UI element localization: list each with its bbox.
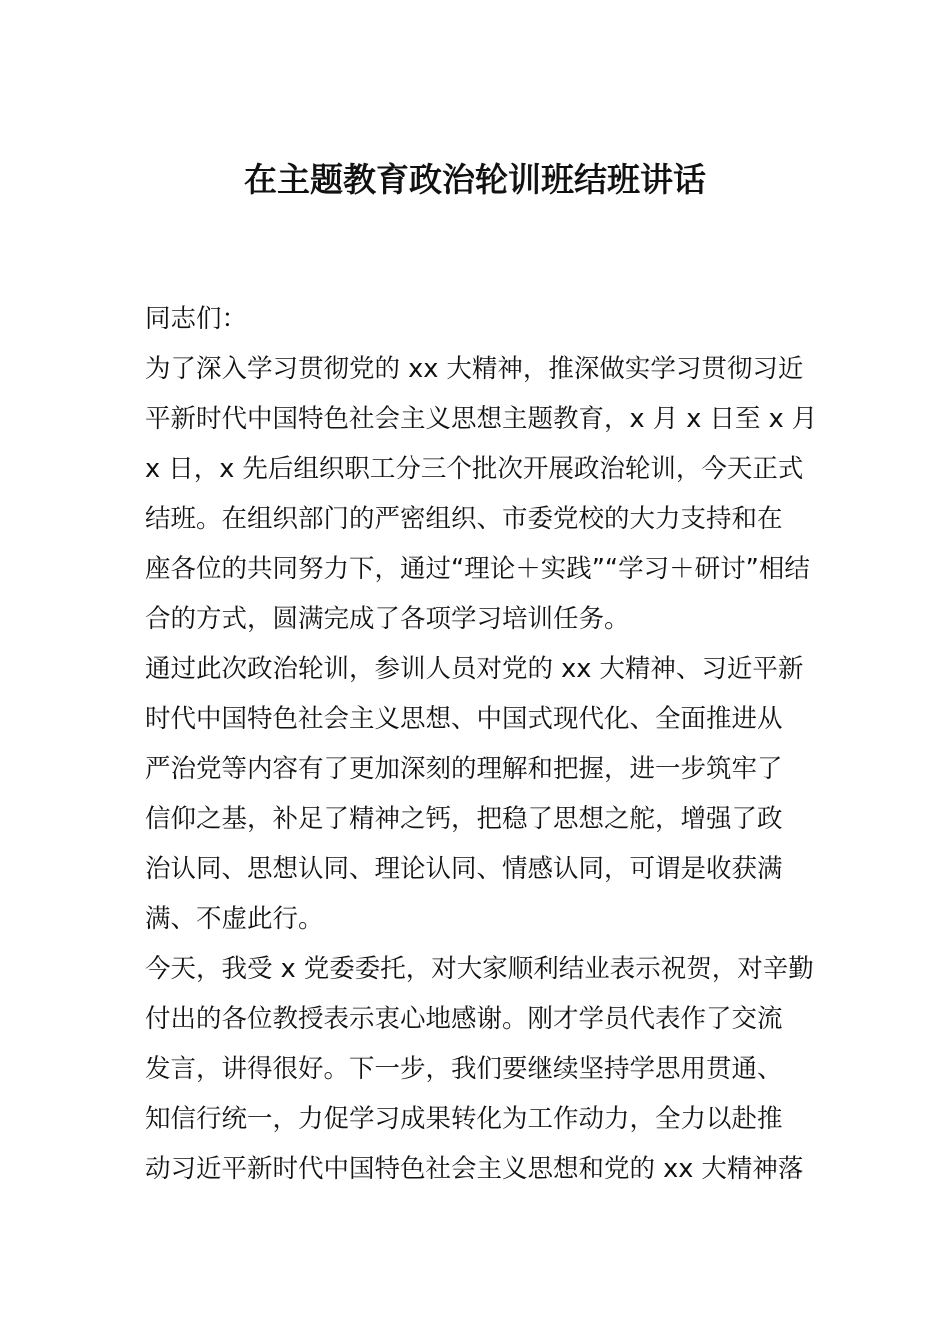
paragraph-line: 平新时代中国特色社会主义思想主题教育，x 月 x 日至 x 月 [145, 404, 818, 434]
paragraph-line: 结班。在组织部门的严密组织、市委党校的大力支持和在 [145, 504, 783, 534]
paragraph-line: 座各位的共同努力下，通过“理论＋实践”“学习＋研讨”相结 [145, 554, 810, 584]
paragraph-line: 付出的各位教授表示衷心地感谢。刚才学员代表作了交流 [145, 1004, 783, 1034]
paragraph-line: 合的方式，圆满完成了各项学习培训任务。 [145, 604, 630, 634]
paragraph-line: 严治党等内容有了更加深刻的理解和把握，进一步筑牢了 [145, 754, 783, 784]
paragraph-line: 治认同、思想认同、理论认同、情感认同，可谓是收获满 [145, 854, 783, 884]
document-title: 在主题教育政治轮训班结班讲话 [244, 160, 706, 199]
paragraph-line: 满、不虚此行。 [145, 904, 324, 934]
paragraph-line: x 日，x 先后组织职工分三个批次开展政治轮训，今天正式 [145, 454, 804, 484]
paragraph-line: 为了深入学习贯彻党的 xx 大精神，推深做实学习贯彻习近 [145, 354, 804, 384]
paragraph-line: 发言，讲得很好。下一步，我们要继续坚持学思用贯通、 [145, 1054, 783, 1084]
paragraph-line: 通过此次政治轮训，参训人员对党的 xx 大精神、习近平新 [145, 654, 804, 684]
paragraph-line: 知信行统一，力促学习成果转化为工作动力，全力以赴推 [145, 1104, 783, 1134]
document-body [145, 294, 818, 1194]
paragraph-line: 动习近平新时代中国特色社会主义思想和党的 xx 大精神落 [145, 1154, 804, 1184]
paragraph-line: 信仰之基，补足了精神之钙，把稳了思想之舵，增强了政 [145, 804, 783, 834]
paragraph-line: 时代中国特色社会主义思想、中国式现代化、全面推进从 [145, 704, 783, 734]
paragraph-line: 今天，我受 x 党委委托，对大家顺利结业表示祝贺，对辛勤 [145, 954, 814, 984]
salutation-line: 同志们： [145, 304, 248, 334]
